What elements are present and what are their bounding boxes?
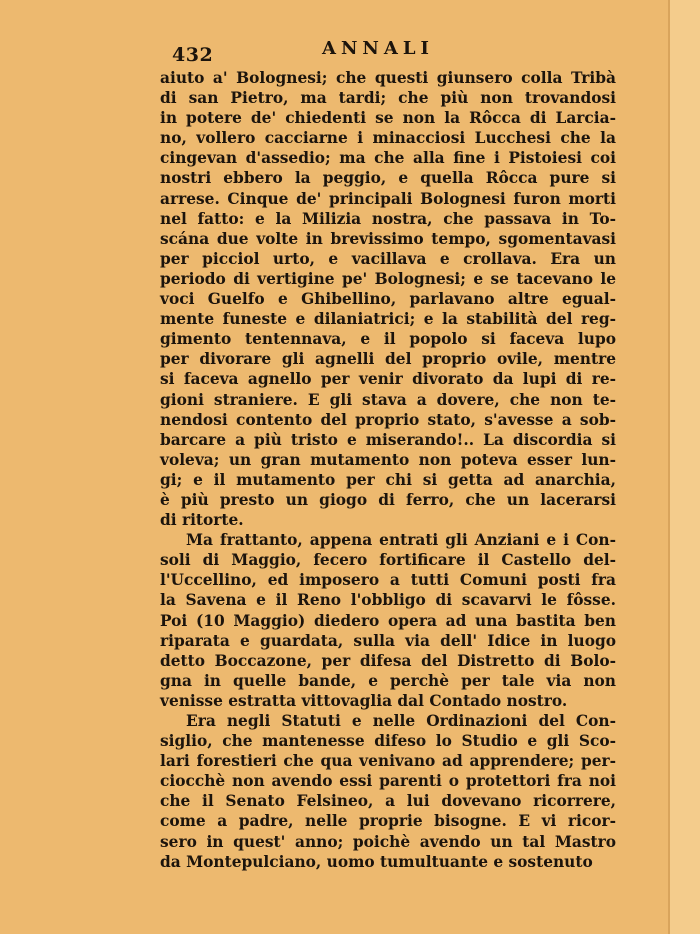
text-line: voleva; un gran mutamento non poteva esser lun- <box>160 450 616 469</box>
text-line: Era negli Statuti e nelle Ordinazioni del Con- <box>186 712 616 730</box>
text-line: siglio, che mantenesse difeso lo Studio e gli Sco- <box>160 732 616 751</box>
paragraph <box>160 68 616 530</box>
text-line: la Savena e il Reno l'obbligo di scavarvi le fôsse. <box>160 591 616 610</box>
body-text <box>160 68 616 872</box>
page-edge-shadow <box>668 0 670 934</box>
page-header <box>160 38 616 68</box>
text-line: arrese. Cinque de' principali Bolognesi furon morti <box>160 189 616 208</box>
paragraph <box>160 711 616 872</box>
text-line: nostri ebbero la peggio, e quella Rôcca pure si <box>160 169 616 188</box>
text-line: no, vollero cacciarne i minacciosi Lucchesi che la <box>160 129 616 148</box>
text-line: barcare a più tristo e miserando!.. La discordia si <box>160 430 616 449</box>
text-line: di san Pietro, ma tardi; che più non trovandosi <box>160 89 616 108</box>
text-line: per picciol urto, e vacillava e crollava. Era un <box>160 249 616 268</box>
paragraph <box>160 530 616 711</box>
text-line: da Montepulciano, uomo tumultuante e sostenuto <box>160 852 593 871</box>
text-line: di ritorte. <box>160 511 244 530</box>
text-line: si faceva agnello per venir divorato da lupi di re- <box>160 370 616 389</box>
book-page <box>160 38 616 872</box>
text-line: aiuto a' Bolognesi; che questi giunsero colla Tribà <box>160 69 616 87</box>
text-line: gna in quelle bande, e perchè per tale via non <box>160 671 616 690</box>
text-line: riparata e guardata, sulla via dell' Idice in luogo <box>160 631 616 650</box>
text-line: nendosi contento del proprio stato, s'avesse a sob- <box>160 410 616 429</box>
text-line: in potere de' chiedenti se non la Rôcca di Larcia- <box>160 109 616 128</box>
text-line: l'Uccellino, ed imposero a tutti Comuni posti fra <box>160 571 616 590</box>
text-line: lari forestieri che qua venivano ad apprendere; per- <box>160 752 616 771</box>
text-line: come a padre, nelle proprie bisogne. E vi ricor- <box>160 812 616 831</box>
text-line: gi; e il mutamento per chi si getta ad anarchia, <box>160 470 616 489</box>
text-line: soli di Maggio, fecero fortificare il Castello del- <box>160 551 616 570</box>
text-line: sero in quest' anno; poichè avendo un tal Mastro <box>160 832 616 851</box>
text-line: è più presto un giogo di ferro, che un lacerarsi <box>160 490 616 509</box>
text-line: gimento tentennava, e il popolo si faceva lupo <box>160 330 616 349</box>
text-line: cingevan d'assedio; ma che alla fine i Pistoiesi coi <box>160 149 616 168</box>
text-line: gioni straniere. E gli stava a dovere, che non te- <box>160 390 616 409</box>
text-line: per divorare gli agnelli del proprio ovile, mentre <box>160 350 616 369</box>
text-line: Ma frattanto, appena entrati gli Anziani e i Con- <box>186 531 616 550</box>
text-line: detto Boccazone, per difesa del Distretto di Bolo- <box>160 651 616 670</box>
page-edge <box>668 0 700 934</box>
text-line: nel fatto: e la Milizia nostra, che passava in To- <box>160 209 616 228</box>
text-line: mente funeste e dilaniatrici; e la stabilità del reg- <box>160 310 616 329</box>
text-line: voci Guelfo e Ghibellino, parlavano altre egual- <box>160 290 616 309</box>
page-number: 432 <box>172 44 214 66</box>
text-line: ciocchè non avendo essi parenti o protettori fra noi <box>160 772 616 791</box>
running-title: ANNALI <box>322 38 434 59</box>
text-line: scána due volte in brevissimo tempo, sgomentavasi <box>160 229 616 248</box>
text-line: che il Senato Felsineo, a lui dovevano ricorrere, <box>160 792 616 811</box>
text-line: Poi (10 Maggio) diedero opera ad una bastita ben <box>160 611 616 630</box>
text-line: periodo di vertigine pe' Bolognesi; e se tacevano le <box>160 269 616 288</box>
text-line: venisse estratta vittovaglia dal Contado nostro. <box>160 691 568 710</box>
